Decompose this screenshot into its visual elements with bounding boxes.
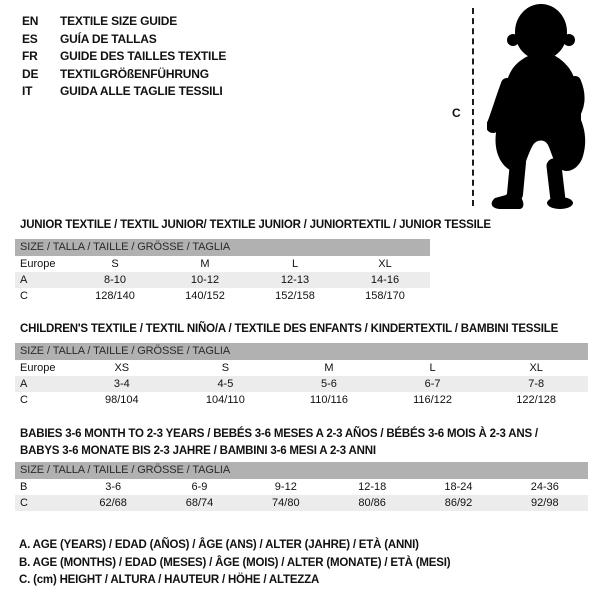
table-cell: XL: [378, 258, 392, 270]
table-cell: 7-8: [528, 378, 545, 390]
table-cell: 12-13: [280, 274, 310, 286]
table-cell: 140/152: [185, 290, 225, 302]
table-cell: 5-6: [321, 378, 337, 390]
size-header-bar: SIZE / TALLA / TAILLE / GRÖSSE / TAGLIA: [15, 343, 588, 360]
table-row: [15, 272, 430, 288]
row-label: C: [20, 290, 28, 302]
table-row: [15, 288, 430, 304]
row-label: Europe: [20, 258, 56, 270]
table-cell: S: [111, 258, 119, 270]
table-cell: 6-9: [191, 481, 208, 493]
table-cell: 98/104: [104, 394, 139, 406]
table-cell: 62/68: [99, 497, 127, 509]
table-cell: 3-4: [113, 378, 130, 390]
language-row: [22, 31, 226, 49]
table-cell: 158/170: [365, 290, 405, 302]
language-title: GUIDE DES TAILLES TEXTILE: [60, 49, 227, 63]
size-table-children: [15, 343, 588, 408]
table-cell: 152/158: [275, 290, 315, 302]
row-label: C: [20, 394, 28, 406]
language-header: [22, 13, 226, 101]
legend-notes: [19, 537, 450, 590]
language-title: GUIDA ALLE TAGLIE TESSILI: [60, 84, 223, 98]
language-code: FR: [22, 49, 38, 63]
row-label: C: [20, 497, 28, 509]
size-table-junior: [15, 239, 430, 304]
table-cell: 24-36: [530, 481, 559, 493]
language-row: [22, 66, 226, 84]
table-cell: 80/86: [358, 497, 386, 509]
table-cell: 110/116: [309, 394, 349, 406]
table-cell: L: [291, 258, 299, 270]
table-cell: M: [200, 258, 210, 270]
language-title: TEXTILGRÖßENFÜHRUNG: [60, 66, 209, 81]
row-label: Europe: [20, 362, 56, 374]
table-cell: S: [221, 362, 230, 374]
toddler-silhouette-icon: [487, 2, 597, 210]
row-label: A: [20, 274, 28, 286]
table-cell: XS: [114, 362, 130, 374]
table-row: [15, 392, 588, 408]
table-cell: 104/110: [205, 394, 245, 406]
toddler-silhouette-image: [487, 2, 597, 210]
section-title-line: BABIES 3-6 MONTH TO 2-3 YEARS / BEBÉS 3-6 MESES A 2-3 AÑOS / BÉBÉS 3-6 MOIS À 2-3 ANS /: [20, 428, 538, 440]
size-table-babies: [15, 462, 588, 511]
table-cell: 18-24: [444, 481, 473, 493]
language-code: ES: [22, 31, 38, 46]
table-cell: 68/74: [185, 497, 214, 509]
language-title: TEXTILE SIZE GUIDE: [60, 14, 178, 28]
table-row: [15, 376, 588, 392]
table-cell: 74/80: [272, 497, 300, 509]
table-cell: XL: [529, 362, 543, 374]
table-row: [15, 360, 588, 376]
section-title-line: BABYS 3-6 MONATE BIS 2-3 JAHRE / BAMBINI 3-6 MESI A 2-3 ANNI: [20, 444, 376, 457]
language-row: [22, 83, 226, 101]
language-code: DE: [22, 66, 39, 81]
table-cell: 4-5: [217, 378, 234, 390]
table-cell: 122/128: [516, 394, 557, 406]
table-cell: 6-7: [424, 378, 441, 390]
language-row: [22, 13, 226, 31]
table-cell: L: [429, 362, 436, 374]
note-age-months: B. AGE (MONTHS) / EDAD (MESES) / ÂGE (MOIS) / ALTER (MONATE) / ETÀ (MESI): [19, 556, 451, 569]
size-header-bar: SIZE / TALLA / TAILLE / GRÖSSE / TAGLIA: [15, 462, 588, 479]
language-code: IT: [22, 84, 33, 98]
section-title-line: CHILDREN'S TEXTILE / TEXTIL NIÑO/A / TEXTILE DES ENFANTS / KINDERTEXTIL / BAMBINI TESSILE: [20, 323, 559, 335]
table-row: [15, 479, 588, 495]
section-title-line: JUNIOR TEXTILE / TEXTIL JUNIOR/ TEXTILE JUNIOR / JUNIORTEXTIL / JUNIOR TESSILE: [20, 219, 491, 231]
table-cell: 8-10: [103, 274, 127, 286]
table-row: [15, 495, 588, 511]
note-height: C. (cm) HEIGHT / ALTURA / HAUTEUR / HÖHE / ALTEZZA: [19, 574, 320, 586]
table-cell: 12-18: [358, 481, 387, 493]
table-cell: 3-6: [105, 481, 122, 493]
table-cell: 116/122: [413, 394, 453, 406]
table-row: [15, 256, 430, 272]
section-title-junior: [20, 217, 491, 234]
table-cell: 9-12: [274, 481, 297, 493]
size-header-bar: SIZE / TALLA / TAILLE / GRÖSSE / TAGLIA: [15, 239, 430, 256]
row-label: A: [20, 378, 28, 390]
language-row: [22, 48, 226, 66]
table-cell: M: [324, 362, 334, 374]
height-measure-label: C: [452, 106, 461, 120]
section-title-children: [20, 321, 558, 338]
table-cell: 86/92: [444, 497, 473, 509]
note-age-years: A. AGE (YEARS) / EDAD (AÑOS) / ÂGE (ANS) / ALTER (JAHRE) / ETÀ (ANNI): [19, 539, 419, 551]
section-title-babies: [20, 426, 538, 459]
table-cell: 128/140: [95, 290, 135, 302]
table-cell: 14-16: [370, 274, 400, 286]
language-title: GUÍA DE TALLAS: [60, 31, 157, 46]
language-code: EN: [22, 14, 39, 28]
table-cell: 10-12: [190, 274, 220, 286]
row-label: B: [20, 481, 28, 493]
table-cell: 92/98: [531, 497, 559, 509]
height-measure-line: [472, 8, 474, 206]
